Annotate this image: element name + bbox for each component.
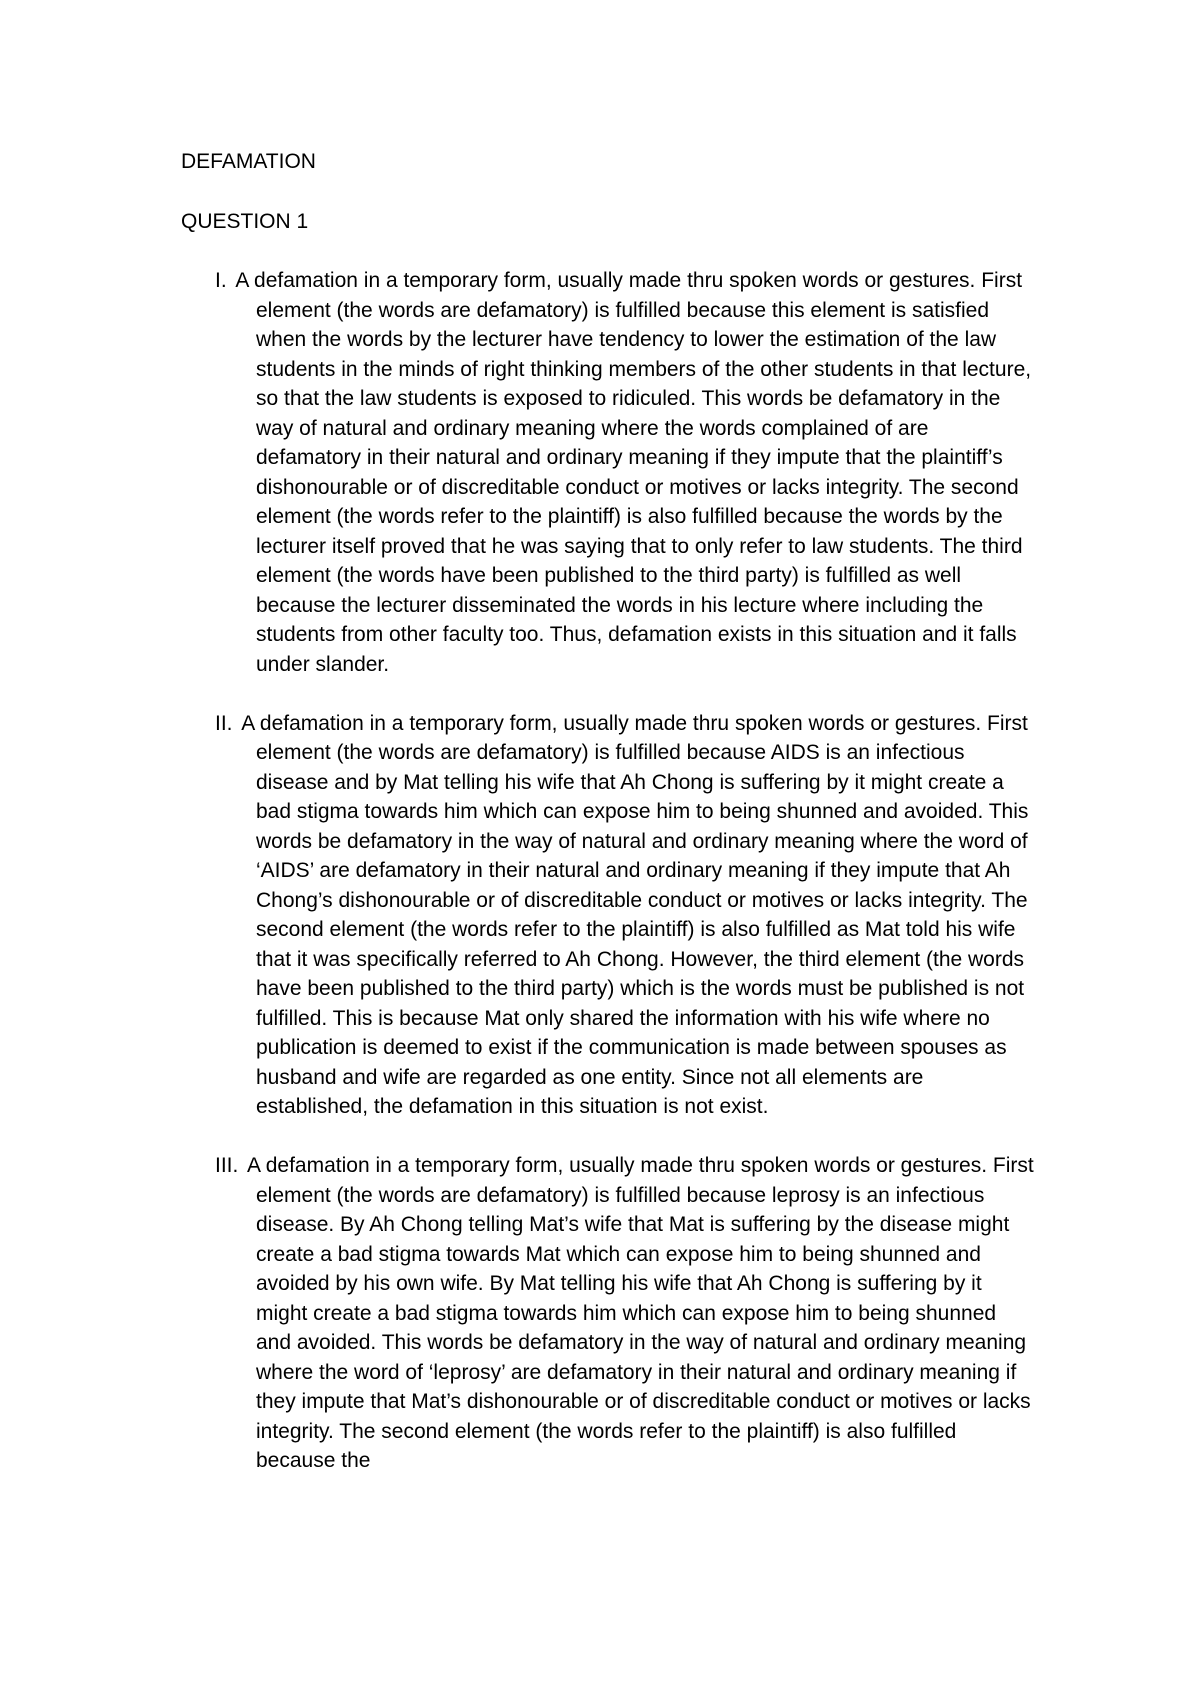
answer-text: A defamation in a temporary form, usually made thru spoken words or gestures. First element (the words are defamatory) is fulfilled because AIDS is an infectious disease and by Mat telling his wife that Ah Chong is suffering by it might create a bad stigma towards him which can expose him to being shunned and avoided. This words be defamatory in the way of natural and ordinary meaning where the word of ‘AIDS’ are defamatory in their natural and ordinary meaning if they impute that Ah Chong’s dishonourable or of discreditable conduct or motives or lacks integrity. The second element (the words refer to the plaintiff) is also fulfilled as Mat told his wife that it was specifically referred to Ah Chong. However, the third element (the words have been published to the third party) which is the words must be published is not fulfilled. This is because Mat only shared the information with his wife where no publication is deemed to exist if the communication is made between spouses as husband and wife are regarded as one entity. Since not all elements are established, the defamation in this situation is not exist. (241, 711, 1029, 1118)
answer-item-3 (215, 1151, 1035, 1476)
document-title: DEFAMATION (181, 150, 316, 173)
question-heading: QUESTION 1 (181, 210, 309, 233)
answer-item-1 (215, 266, 1035, 679)
answer-list (215, 266, 1035, 1505)
answer-text: A defamation in a temporary form, usually made thru spoken words or gestures. First element (the words are defamatory) is fulfilled because this element is satisfied when the words by the lecturer have tendency to lower the estimation of the law students in the minds of right thinking members of the other students in that lecture, so that the law students is exposed to ridiculed. This words be defamatory in the way of natural and ordinary meaning where the words complained of are defamatory in their natural and ordinary meaning if they impute that the plaintiff’s dishonourable or of discreditable conduct or motives or lacks integrity. The second element (the words refer to the plaintiff) is also fulfilled because the words by the lecturer itself proved that he was saying that to only refer to law students. The third element (the words have been published to the third party) is fulfilled as well because the lecturer disseminated the words in his lecture where including the students from other faculty too. Thus, defamation exists in this situation and it falls under slander. (235, 269, 1032, 676)
answer-text: A defamation in a temporary form, usually made thru spoken words or gestures. First element (the words are defamatory) is fulfilled because leprosy is an infectious disease. By Ah Chong telling Mat’s wife that Mat is suffering by the disease might create a bad stigma towards Mat which can expose him to being shunned and avoided by his own wife. By Mat telling his wife that Ah Chong is suffering by it might create a bad stigma towards him which can expose him to being shunned and avoided. This words be defamatory in the way of natural and ordinary meaning where the word of ‘leprosy’ are defamatory in their natural and ordinary meaning if they impute that Mat’s dishonourable or of discreditable conduct or motives or lacks integrity. The second element (the words refer to the plaintiff) is also fulfilled because the (247, 1154, 1034, 1472)
answer-item-2 (215, 709, 1035, 1122)
answer-number: I. (215, 269, 227, 292)
answer-number: III. (215, 1154, 239, 1177)
answer-number: II. (215, 711, 233, 735)
